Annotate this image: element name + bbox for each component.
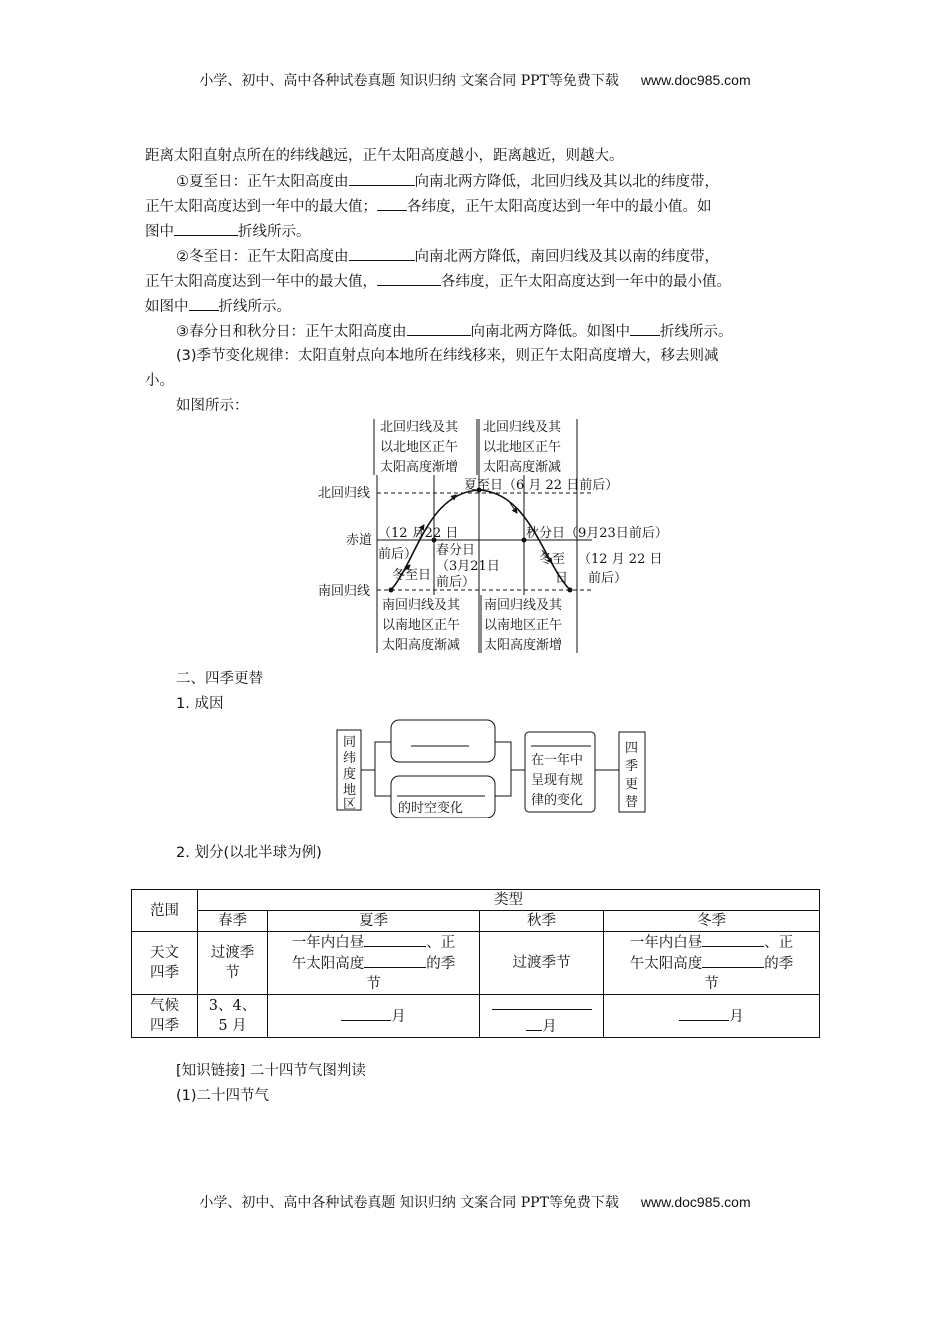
label: 地 [343, 783, 357, 798]
label: 律的变化 [531, 793, 584, 808]
label: 南回归线及其 [382, 598, 461, 613]
label: （3月21日 [436, 559, 500, 574]
autumn-astro: 过渡季节 [480, 932, 604, 995]
blank [174, 221, 238, 236]
division-title: 2. 划分(以北半球为例) [176, 845, 322, 861]
label: 同 [343, 735, 357, 750]
arrow [447, 495, 456, 503]
para-summer-2: 正午太阳高度达到一年中的最大值； 各纬度，正午太阳高度达到一年中的最小值。如 [145, 196, 712, 217]
label: 前后） [588, 571, 628, 586]
para-as-fig: 如图所示： [176, 398, 249, 414]
para-equinox: ③春分日和秋分日：正午太阳高度由 向南北两方降低。如图中 折线所示。 [176, 321, 733, 342]
label: 冬至 [539, 552, 566, 567]
blank [189, 296, 219, 311]
label: 以南地区正午 [484, 618, 563, 633]
label: 太阳高度渐增 [484, 638, 563, 653]
footer-url[interactable]: www.doc985.com [640, 1194, 751, 1210]
spring-astro: 过渡季 节 [198, 932, 268, 995]
sun-altitude-diagram [312, 415, 692, 660]
blank [377, 271, 441, 286]
autumn-header: 秋季 [480, 911, 604, 932]
label: 四 [625, 741, 639, 756]
label: 日 [555, 571, 569, 586]
blank [407, 321, 471, 336]
label: 季 [625, 759, 639, 774]
label: 前后） [378, 547, 418, 562]
blank [630, 321, 660, 336]
para-line1: 距离太阳直射点所在的纬线越远，正午太阳高度越小，距离越近，则越大。 [145, 148, 624, 164]
top-right-box [479, 419, 577, 475]
page-footer [0, 1192, 950, 1212]
label: 秋分日（9月23日前后） [526, 526, 668, 541]
season-table [131, 889, 820, 1038]
para-rule-2: 小。 [145, 373, 174, 389]
blank [377, 196, 407, 211]
label: 前后） [436, 575, 476, 590]
header-url[interactable]: www.doc985.com [640, 72, 751, 88]
para-winter-1: ②冬至日：正午太阳高度由 向南北两方降低，南回归线及其以南的纬度带， [176, 246, 719, 267]
label: （12 月 22 日 [578, 552, 663, 567]
label: 夏至日（6 月 22 日前后） [464, 478, 619, 493]
point [389, 588, 394, 593]
label: 北回归线及其 [483, 420, 562, 435]
label: 以南地区正午 [382, 618, 461, 633]
label: 纬 [343, 751, 357, 766]
solar-terms-title: (1)二十四节气 [176, 1088, 270, 1104]
label: 呈现有规 [531, 773, 584, 788]
summer-astro: 一年内白昼 、正 午太阳高度 的季 节 [268, 932, 480, 995]
para-summer-3: 图中 折线所示。 [145, 221, 311, 242]
winter-header: 冬季 [604, 911, 820, 932]
label: 度 [343, 767, 357, 782]
header-text: 小学、初中、高中各种试卷真题 知识归纳 文案合同 PPT等免费下载 [199, 73, 619, 89]
box-top [391, 720, 495, 762]
astro-label: 天文 四季 [132, 932, 198, 995]
para-rule-1: (3)季节变化规律：太阳直射点向本地所在纬线移来，则正午太阳高度增大，移去则减 [176, 348, 719, 364]
label: 春分日 [436, 543, 476, 558]
bottom-right-box [481, 595, 577, 653]
knowledge-link: [知识链接] 二十四节气图判读 [176, 1063, 366, 1079]
scope-header: 范围 [132, 890, 198, 932]
section-2-title: 二、四季更替 [176, 671, 263, 687]
label: 太阳高度渐减 [483, 460, 562, 475]
spring-header: 春季 [198, 911, 268, 932]
blank [349, 246, 415, 261]
label: 替 [625, 795, 639, 810]
point [568, 588, 573, 593]
label: 南回归线及其 [484, 598, 563, 613]
label: 北回归线及其 [380, 420, 459, 435]
season-cause-diagram [335, 718, 655, 818]
cause-title: 1. 成因 [176, 696, 224, 712]
para-winter-2: 正午太阳高度达到一年中的最大值， 各纬度，正午太阳高度达到一年中的最小值。 [145, 271, 731, 292]
footer-text: 小学、初中、高中各种试卷真题 知识归纳 文案合同 PPT等免费下载 [199, 1195, 619, 1211]
label: 以北地区正午 [483, 440, 562, 455]
autumn-climate: 月 [480, 995, 604, 1038]
bottom-left-box [377, 595, 479, 653]
label: 以北地区正午 [380, 440, 459, 455]
climate-label: 气候 四季 [132, 995, 198, 1038]
winter-astro: 一年内白昼 、正 午太阳高度 的季 节 [604, 932, 820, 995]
label: 的时空变化 [398, 801, 464, 816]
label: 太阳高度渐减 [382, 638, 461, 653]
top-left-box [374, 419, 477, 475]
label: 区 [343, 797, 357, 812]
summer-climate: 月 [268, 995, 480, 1038]
label: 更 [625, 777, 639, 792]
para-winter-3: 如图中 折线所示。 [145, 296, 291, 317]
label: 冬至日 [392, 568, 432, 583]
page-header [0, 70, 950, 90]
label: 北回归线 [318, 486, 371, 501]
label: （12 月22 日 [378, 526, 459, 541]
summer-header: 夏季 [268, 911, 480, 932]
spring-climate: 3、4、 5 月 [198, 995, 268, 1038]
label: 赤道 [346, 533, 373, 548]
label: 太阳高度渐增 [380, 460, 459, 475]
blank [349, 171, 415, 186]
para-summer-1: ①夏至日：正午太阳高度由 向南北两方降低，北回归线及其以北的纬度带， [176, 171, 719, 192]
label: 南回归线 [318, 584, 371, 599]
label: 在一年中 [531, 753, 584, 768]
type-header: 类型 [198, 890, 820, 911]
winter-climate: 月 [604, 995, 820, 1038]
